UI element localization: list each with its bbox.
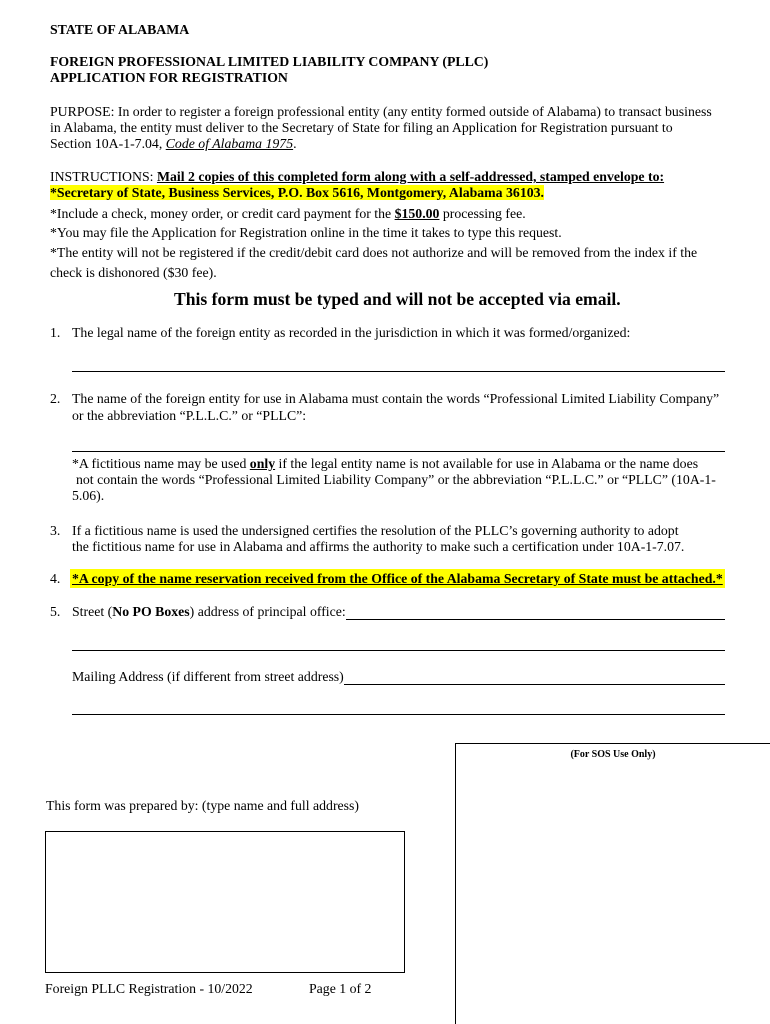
form-title-line-2: APPLICATION FOR REGISTRATION (50, 70, 288, 85)
fee-prefix: *Include a check, money order, or credit card payment for the (50, 206, 395, 221)
fictitious-name-note-line-3: 5.06). (72, 488, 105, 503)
mailing-address-line (50, 185, 544, 201)
fee-suffix: processing fee. (439, 206, 526, 221)
item-number: 3. (50, 523, 61, 538)
state-heading: STATE OF ALABAMA (50, 22, 190, 37)
purpose-line-1: PURPOSE: In order to register a foreign professional entity (any entity formed outside of Alabama) to transact business (50, 104, 712, 119)
mailing-address-row (72, 669, 725, 685)
typed-only-notice: This form must be typed and will not be accepted via email. (174, 289, 621, 309)
street-label (72, 604, 346, 620)
section-reference: Section 10A-1-7.04, (50, 136, 166, 151)
name-reservation-text: *A copy of the name reservation received from the Office of the Alabama Secretary of State must be attached.* (72, 571, 723, 586)
mailing-address-field[interactable] (344, 669, 725, 685)
item-number: 5. (50, 604, 61, 619)
code-citation: Code of Alabama 1975 (165, 136, 294, 151)
instructions-line (50, 169, 664, 185)
item-2-line-1: The name of the foreign entity for use in Alabama must contain the words “Professional Limited Liability Company” (72, 391, 720, 406)
alabama-name-field[interactable] (72, 451, 725, 452)
purpose-line-3 (50, 136, 297, 152)
street-label-suffix: ) address of principal office: (189, 604, 346, 619)
note-suffix: if the legal entity name is not available for use in Alabama or the name does (275, 456, 699, 471)
sos-use-only-label: (For SOS Use Only) (570, 749, 656, 760)
online-filing-note: *You may file the Application for Registration online in the time it takes to type this request. (50, 225, 562, 240)
card-warning-line-2: check is dishonored ($30 fee). (50, 265, 217, 280)
item-3-line-1: If a fictitious name is used the undersigned certifies the resolution of the PLLC’s governing authority to adopt (72, 523, 679, 538)
preparer-info-box[interactable] (45, 831, 405, 973)
fictitious-name-note-line-2: not contain the words “Professional Limited Liability Company” or the abbreviation “P.L.L.C.” or “PLLC” (10A-1- (76, 472, 716, 487)
note-prefix: *A fictitious name may be used (72, 456, 250, 471)
name-reservation-requirement (70, 571, 725, 587)
street-address-field-line-2[interactable] (72, 650, 725, 651)
fee-amount: $150.00 (394, 206, 440, 221)
note-emphasis: only (249, 456, 276, 471)
purpose-period: . (293, 136, 297, 151)
legal-name-field[interactable] (72, 371, 725, 372)
street-label-prefix: Street ( (72, 604, 113, 619)
item-number: 2. (50, 391, 61, 406)
mailing-address-field-line-2[interactable] (72, 714, 725, 715)
instructions-label: INSTRUCTIONS: (50, 169, 157, 184)
purpose-line-2: in Alabama, the entity must deliver to the Secretary of State for filing an Application for Registration pursuant to (50, 120, 673, 135)
item-2-line-2: or the abbreviation “P.L.L.C.” or “PLLC”: (72, 408, 307, 423)
prepared-by-label: This form was prepared by: (type name and full address) (46, 798, 360, 813)
form-version: Foreign PLLC Registration - 10/2022 (45, 981, 253, 996)
fictitious-name-note-line-1 (72, 456, 698, 472)
sos-use-only-box (455, 743, 770, 1024)
item-number: 4. (50, 571, 61, 586)
item-number: 1. (50, 325, 61, 340)
form-title-line-1: FOREIGN PROFESSIONAL LIMITED LIABILITY COMPANY (PLLC) (50, 54, 489, 69)
street-address-row (72, 604, 725, 620)
page-number: Page 1 of 2 (309, 981, 372, 996)
item-3-line-2: the fictitious name for use in Alabama and affirms the authority to make such a certification under 10A-1-7.07. (72, 539, 685, 554)
mailing-address: *Secretary of State, Business Services, P.O. Box 5616, Montgomery, Alabama 36103. (50, 185, 544, 200)
mailing-address-label: Mailing Address (if different from street address) (72, 669, 344, 684)
mailing-instruction: Mail 2 copies of this completed form along with a self-addressed, stamped envelope to: (156, 169, 665, 184)
street-address-field[interactable] (346, 604, 725, 620)
card-warning-line-1: *The entity will not be registered if the credit/debit card does not authorize and will be removed from the index if the (50, 245, 698, 260)
no-po-boxes: No PO Boxes (112, 604, 190, 619)
item-1-text: The legal name of the foreign entity as recorded in the jurisdiction in which it was formed/organized: (72, 325, 631, 340)
fee-line (50, 206, 526, 222)
